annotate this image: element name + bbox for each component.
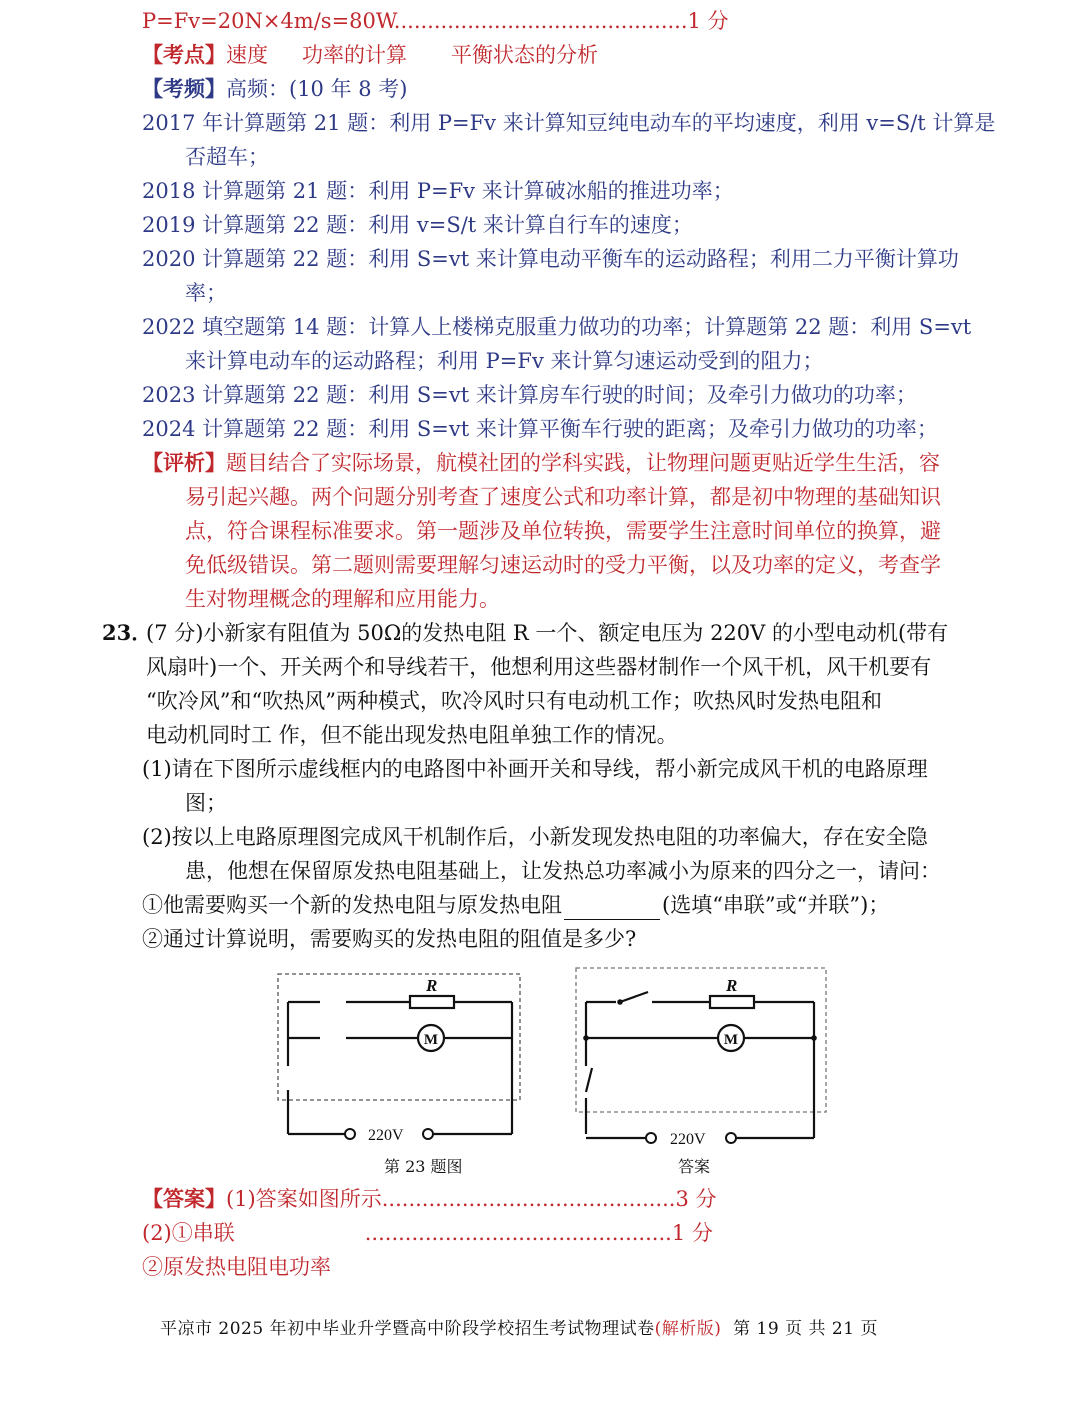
kaopin-tag: 【考频】 xyxy=(142,76,226,101)
history-line: 2024 计算题第 22 题：利用 S=vt 来计算平衡车行驶的距离；及牵引力做功的功率； xyxy=(142,417,938,441)
pingxi-line: 生对物理概念的理解和应用能力。 xyxy=(185,587,500,611)
pingxi-line: 免低级错误。第二题则需要理解匀速运动时的受力平衡，以及功率的定义，考查学 xyxy=(185,553,941,577)
question-line: “吹冷风”和“吹热风”两种模式，吹冷风时只有电动机工作；吹热风时发热电阻和 xyxy=(146,689,882,713)
question-number: 23． xyxy=(102,620,153,645)
pingxi-tag: 【评析】 xyxy=(142,450,226,475)
question-line: 图； xyxy=(185,791,227,815)
question-line: (1)请在下图所示虚线框内的电路图中补画开关和导线，帮小新完成风干机的电路原理 xyxy=(142,757,928,781)
question-line: 风扇叶)一个、开关两个和导线若干，他想利用这些器材制作一个风干机，风干机要有 xyxy=(146,655,932,679)
resistor-symbol xyxy=(710,996,754,1008)
history-line: 2018 计算题第 21 题：利用 P=Fv 来计算破冰船的推进功率； xyxy=(142,179,734,203)
figure-caption-right: 答案 xyxy=(678,1157,711,1176)
kaodian-item-speed: 速度 xyxy=(226,43,268,67)
answer-row-1 xyxy=(142,1184,717,1214)
question-line: (7 分)小新家有阻值为 50Ω的发热电阻 R 一个、额定电压为 220V 的小型电动机(带有 xyxy=(146,621,949,645)
history-line: 2022 填空题第 14 题：计算人上楼梯克服重力做功的功率；计算题第 22 题：利用 S=vt xyxy=(142,315,972,339)
sub-question-2: ②通过计算说明，需要购买的发热电阻的阻值是多少? xyxy=(142,927,637,951)
formula-line: P=Fv=20N×4m/s=80W............................................1 分 xyxy=(142,9,729,33)
kaodian-row xyxy=(142,40,598,70)
history-line: 2017 年计算题第 21 题：利用 P=Fv 来计算知豆纯电动车的平均速度，利用 v=S/t 计算是 xyxy=(142,111,996,135)
pingxi-row xyxy=(142,448,940,478)
kaodian-tag: 【考点】 xyxy=(142,42,226,67)
history-line: 2023 计算题第 22 题：利用 S=vt 来计算房车行驶的时间；及牵引力做功的功率； xyxy=(142,383,917,407)
answer-row-3: ②原发热电阻电功率 xyxy=(142,1255,331,1279)
switch-symbol xyxy=(620,992,648,1002)
kaodian-item-balance: 平衡状态的分析 xyxy=(451,43,598,67)
answer-circuit-diagram xyxy=(570,962,832,1146)
history-line: 2019 计算题第 22 题：利用 v=S/t 来计算自行车的速度； xyxy=(142,213,693,237)
page-footer xyxy=(160,1314,878,1339)
footer-title: 平凉市 2025 年初中毕业升学暨高中阶段学校招生考试物理试卷 xyxy=(160,1319,655,1339)
answer-tag: 【答案】 xyxy=(142,1186,226,1211)
answer-line: (2)①串联 xyxy=(142,1221,235,1245)
pingxi-line: 易引起兴趣。两个问题分别考查了速度公式和功率计算，都是初中物理的基础知识 xyxy=(185,485,941,509)
footer-highlight: (解析版) xyxy=(654,1319,722,1339)
resistor-symbol xyxy=(410,996,454,1008)
history-line: 否超车； xyxy=(185,145,269,169)
history-line: 2020 计算题第 22 题：利用 S=vt 来计算电动平衡车的运动路程；利用二力平衡计算功 xyxy=(142,247,959,271)
motor-label: M xyxy=(723,1032,739,1048)
voltage-label: 220V xyxy=(368,1127,404,1144)
resistor-label: R xyxy=(726,976,738,995)
voltage-label: 220V xyxy=(670,1131,706,1146)
pingxi-line: 题目结合了实际场景，航模社团的学科实践，让物理问题更贴近学生生活，容 xyxy=(226,451,940,475)
resistor-label: R xyxy=(426,976,438,995)
question-circuit-diagram xyxy=(270,966,530,1146)
sub-question-1 xyxy=(142,890,889,920)
pingxi-line: 点，符合课程标准要求。第一题涉及单位转换，需要学生注意时间单位的换算，避 xyxy=(185,519,941,543)
question-line: (2)按以上电路原理图完成风干机制作后，小新发现发热电阻的功率偏大，存在安全隐 xyxy=(142,825,928,849)
answer-score: ..............................................1 分 xyxy=(364,1221,713,1245)
answer-blank xyxy=(564,899,660,920)
sub-question-1-hint: (选填“串联”或“并联”)； xyxy=(662,893,890,917)
kaopin-text: 高频：(10 年 8 考) xyxy=(226,77,408,101)
question-line: 电动机同时工 作，但不能出现发热电阻单独工作的情况。 xyxy=(146,723,678,747)
kaodian-item-power: 功率的计算 xyxy=(302,43,407,67)
motor-label: M xyxy=(423,1032,439,1048)
answer-line: (1)答案如图所示............................................3 分 xyxy=(226,1187,717,1211)
figure-caption-left: 第 23 题图 xyxy=(384,1157,463,1176)
footer-page-number: 第 19 页 共 21 页 xyxy=(733,1319,878,1339)
answer-row-2 xyxy=(142,1218,713,1248)
sub-question-1-text: ①他需要购买一个新的发热电阻与原发热电阻 xyxy=(142,893,562,917)
history-line: 率； xyxy=(185,281,227,305)
question-line: 患，他想在保留原发热电阻基础上，让发热总功率减小为原来的四分之一，请问： xyxy=(185,859,941,883)
history-line: 来计算电动车的运动路程；利用 P=Fv 来计算匀速运动受到的阻力； xyxy=(185,349,824,373)
dashed-frame xyxy=(576,968,826,1112)
kaopin-row xyxy=(142,74,408,104)
